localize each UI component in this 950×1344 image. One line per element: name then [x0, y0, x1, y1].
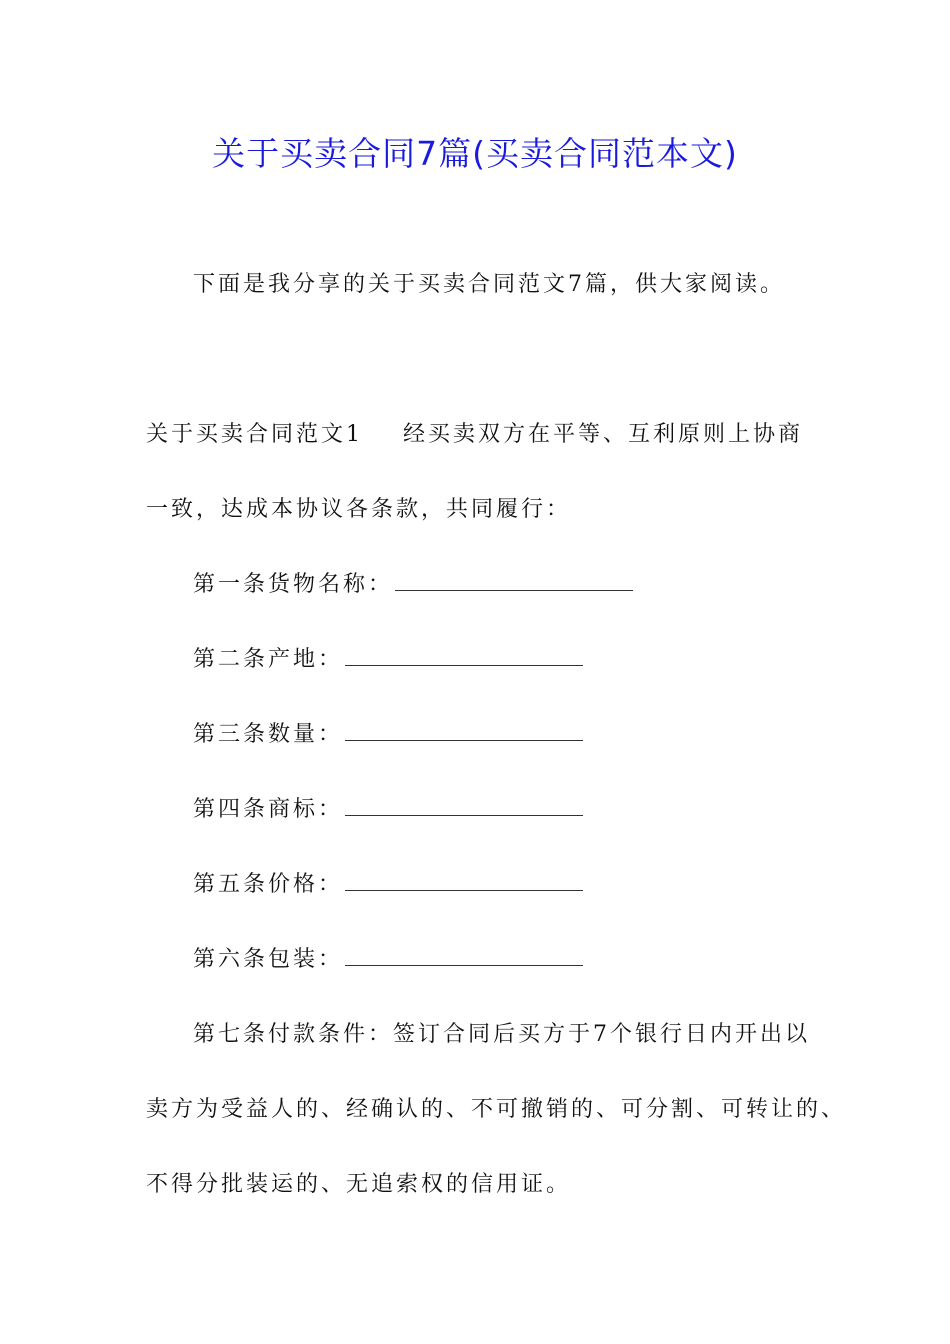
intro-paragraph: 下面是我分享的关于买卖合同范文7篇，供大家阅读。 — [193, 272, 785, 297]
clause-label: 第二条产地： — [193, 647, 344, 672]
clause-row — [193, 570, 633, 600]
fill-in-blank — [345, 722, 583, 741]
clause-label: 第三条数量： — [193, 722, 344, 747]
clause-row — [193, 870, 583, 900]
section-heading: 关于买卖合同范文1 — [146, 422, 363, 447]
clause-seven-line1: 第七条付款条件：签订合同后买方于7个银行日内开出以 — [193, 1022, 810, 1047]
fill-in-blank — [345, 947, 583, 966]
section-first-line — [146, 420, 803, 450]
clause-label: 第一条货物名称： — [193, 572, 394, 597]
clause-seven-line3: 不得分批装运的、无追索权的信用证。 — [146, 1172, 572, 1197]
clause-label: 第四条商标： — [193, 797, 344, 822]
fill-in-blank — [395, 572, 633, 591]
clause-label: 第六条包装： — [193, 947, 344, 972]
clause-seven-line2: 卖方为受益人的、经确认的、不可撤销的、可分割、可转让的、 — [146, 1097, 847, 1122]
clause-row — [193, 720, 583, 750]
clause-label: 第五条价格： — [193, 872, 344, 897]
fill-in-blank — [345, 647, 583, 666]
fill-in-blank — [345, 872, 583, 891]
clause-row — [193, 945, 583, 975]
fill-in-blank — [345, 797, 583, 816]
paragraph-text: 一致，达成本协议各条款，共同履行： — [146, 497, 572, 522]
document-title: 关于买卖合同7篇(买卖合同范本文) — [212, 134, 738, 173]
clause-row — [193, 645, 583, 675]
clause-row — [193, 795, 583, 825]
paragraph-text: 经买卖双方在平等、互利原则上协商 — [403, 422, 804, 447]
